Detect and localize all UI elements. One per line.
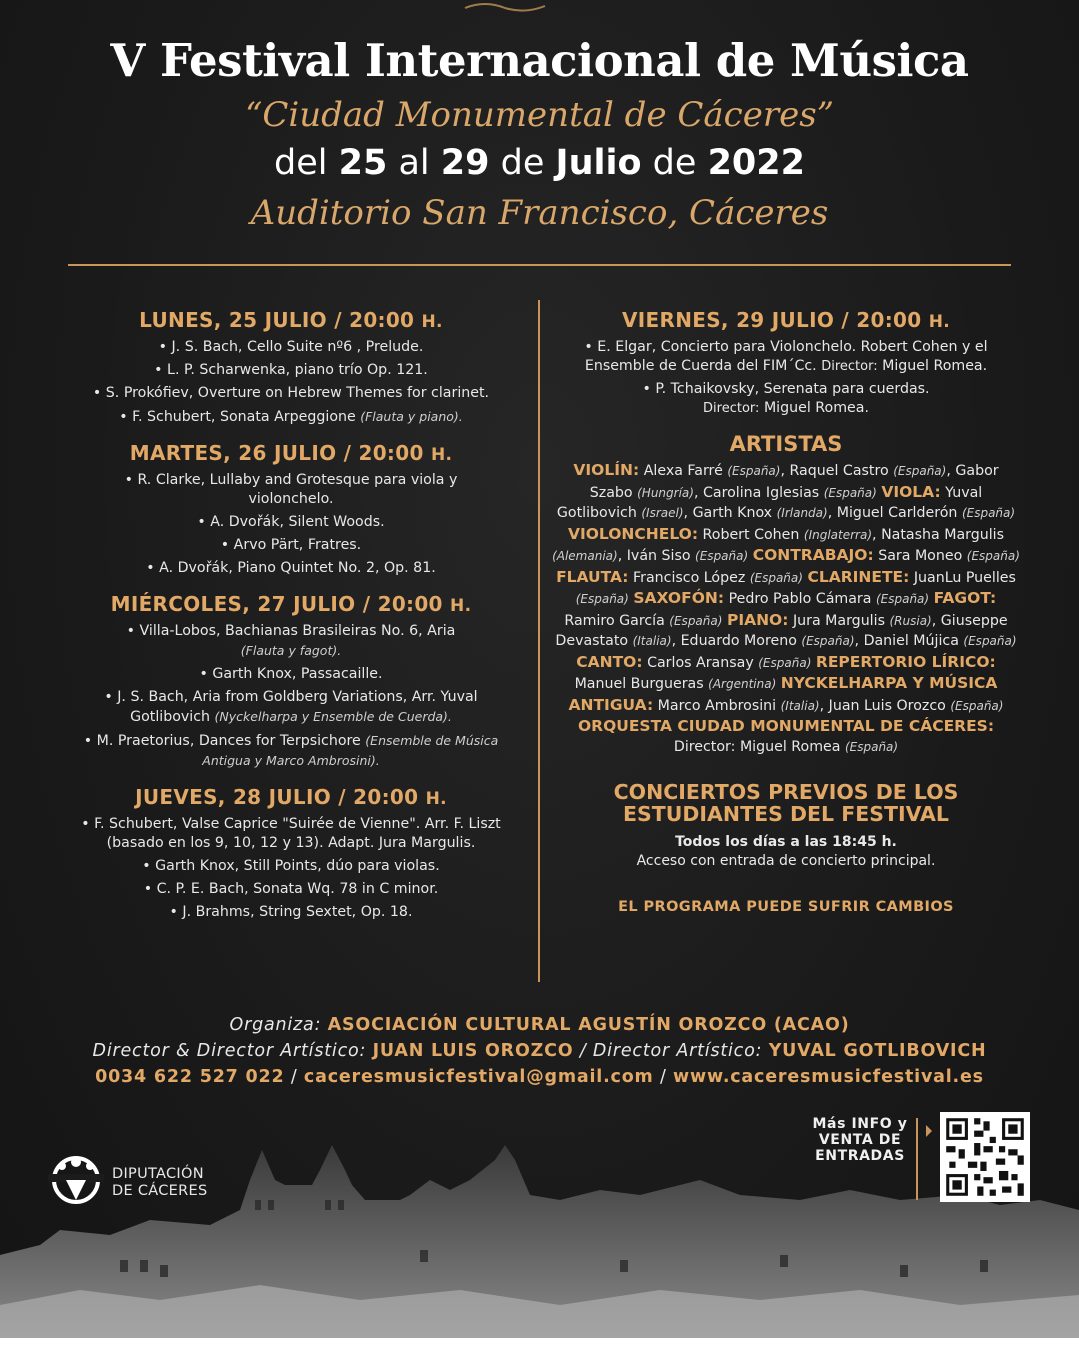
arrow-right-icon: [926, 1125, 932, 1137]
artist-country: (España): [875, 592, 930, 606]
program-item: • J. S. Bach, Cello Suite nº6 , Prelude.: [158, 339, 424, 355]
program-item: • M. Praetorius, Dances for Terpsichore (Ensemble de Música Antigua y Marco Ambrosini).: [83, 733, 499, 768]
instrument-label: FLAUTA:: [556, 567, 629, 586]
footer: [0, 1012, 1079, 1090]
day-block: [60, 592, 522, 771]
artist-country: (Italia): [780, 698, 820, 713]
artist-country: (España): [695, 549, 749, 563]
artist-country: (Rusia): [889, 613, 932, 628]
day-block: [60, 308, 522, 427]
artist-country: (España): [669, 613, 723, 628]
artist-country: (España): [801, 634, 855, 648]
contact-line: 0034 622 527 022 / caceresmusicfestival@gmail.com / www.caceresmusicfestival.es: [95, 1067, 984, 1087]
instrument-label: VIOLONCHELO:: [567, 524, 699, 543]
instrument-label: PIANO:: [726, 610, 789, 629]
program-item: • C. P. E. Bach, Sonata Wq. 78 in C minor.: [143, 881, 439, 897]
instrument-label: NYCKELHARPA Y MÚSICA ANTIGUA:: [568, 674, 998, 714]
day-block: [552, 308, 1020, 418]
instrument-label: FAGOT:: [933, 589, 997, 607]
program-change-notice: EL PROGRAMA PUEDE SUFRIR CAMBIOS: [618, 899, 954, 915]
directors-line: Director & Director Artístico: JUAN LUIS OROZCO / Director Artístico: YUVAL GOTLIBOVICH: [92, 1041, 987, 1061]
artist-country: (Inglaterra): [803, 527, 873, 542]
diputacion-logo-text: DIPUTACIÓN DE CÁCERES: [112, 1166, 208, 1199]
program-item: • S. Prokófiev, Overture on Hebrew Themes for clarinet.: [92, 385, 490, 401]
program-right-column: [552, 308, 1020, 915]
website-link[interactable]: www.caceresmusicfestival.es: [673, 1067, 984, 1087]
artist-country: (España): [575, 592, 629, 606]
artist-name: Raquel Castro: [789, 463, 889, 479]
artist-country: (Italia): [632, 634, 672, 648]
program-item: • A. Dvořák, Piano Quintet No. 2, Op. 81.: [146, 560, 436, 576]
artist-name: Gabor Szabo: [589, 463, 999, 501]
instrument-label: CANTO:: [576, 652, 643, 671]
artist-country: (Alemania): [552, 549, 618, 563]
artist-name: Pedro Pablo Cámara: [728, 591, 872, 607]
day-heading: JUEVES, 28 JULIO / 20:00 H.: [135, 785, 447, 809]
artist-country: (España): [893, 464, 947, 478]
orchestra-name: ORQUESTA CIUDAD MONUMENTAL DE CÁCERES:: [577, 717, 995, 735]
day-heading: MIÉRCOLES, 27 JULIO / 20:00 H.: [110, 592, 472, 616]
phone-number[interactable]: 0034 622 527 022: [95, 1067, 285, 1087]
program-item: • P. Tchaikovsky, Serenata para cuerdas. Director: Miguel Romea.: [642, 381, 930, 416]
day-block: [60, 441, 522, 578]
organizer-line: Organiza: ASOCIACIÓN CULTURAL AGUSTÍN OROZCO (ACAO): [229, 1015, 850, 1035]
artist-name: Robert Cohen: [702, 526, 800, 543]
divider-vertical: [538, 300, 540, 982]
artist-name: Natasha Margulis: [881, 526, 1005, 543]
artist-country: (Argentina): [708, 677, 777, 691]
artist-name: Eduardo Moreno: [680, 633, 797, 649]
artist-name: Carlos Aransay: [647, 654, 754, 671]
program-item: • J. Brahms, String Sextet, Op. 18.: [169, 904, 413, 920]
artist-country: (Israel): [641, 506, 684, 520]
instrument-label: REPERTORIO LÍRICO:: [815, 652, 996, 671]
festival-dates: del 25 al 29 de Julio de 2022: [274, 143, 805, 183]
day-block: [60, 785, 522, 922]
instrument-label: CLARINETE:: [807, 567, 910, 586]
artist-country: (España): [749, 570, 803, 585]
artist-name: Manuel Burgueras: [574, 676, 704, 692]
program-item: • J. S. Bach, Aria from Goldberg Variations, Arr. Yuval Gotlibovich (Nyckelharpa y Ensemble de Cuerda).: [104, 689, 478, 725]
instrument-label: CONTRABAJO:: [752, 546, 874, 564]
program-item: • Arvo Pärt, Fratres.: [220, 537, 362, 553]
artist-name: Miguel Carlderón: [836, 505, 958, 521]
info-divider: [916, 1118, 918, 1200]
instrument-label: VIOLA:: [881, 482, 941, 501]
artist-country: (Hungría): [637, 485, 694, 500]
student-concerts-heading: CONCIERTOS PREVIOS DE LOS ESTUDIANTES DEL FESTIVAL: [613, 780, 959, 826]
artist-name: Sara Moneo: [878, 548, 963, 564]
instrument-label: VIOLÍN:: [573, 461, 640, 479]
instrument-label: SAXOFÓN:: [633, 589, 725, 607]
artists-list: VIOLÍN: Alexa Farré (España), Raquel Castro (España), Gabor Szabo (Hungría), Carolina Iglesias (España) VIOLA: Yuval Gotlibovich (Israel), Garth Knox (Irlanda), Miguel Carlderón (España) VIOLONCHELO: Robert Cohen (Inglaterra), Natasha Margulis (Alemania), Iván Siso (España) CONTRABAJO: Sara Moneo (España) FLAUTA: Francisco López (España) CLARINETE: JuanLu Puelles (España) SAXOFÓN: Pedro Pablo Cámara (España) FAGOT: Ramiro García (España) PIANO: Jura Margulis (Rusia), Giuseppe Devastato (Italia), Eduardo Moreno (España), Daniel Mújica (España) CANTO: Carlos Aransay (España) REPERTORIO LÍRICO: Manuel Burgueras (Argentina) NYCKELHARPA Y MÚSICA ANTIGUA: Marco Ambrosini (Italia), Juan Luis Orozco (España): [552, 461, 1020, 714]
qr-code-icon[interactable]: [940, 1112, 1030, 1202]
artist-country: (España): [963, 634, 1017, 648]
artist-name: Garth Knox: [692, 505, 773, 521]
artist-country: (España): [950, 698, 1004, 713]
artist-name: Alexa Farré: [643, 463, 723, 479]
program-item: • Garth Knox, Still Points, dúo para violas.: [142, 858, 440, 874]
artist-country: (España): [727, 464, 781, 478]
festival-subtitle: “Ciudad Monumental de Cáceres”: [244, 95, 835, 135]
festival-title: V Festival Internacional de Música: [110, 34, 969, 87]
program-item: • F. Schubert, Sonata Arpeggione (Flauta y piano).: [119, 409, 463, 425]
artist-name: Francisco López: [633, 569, 746, 586]
artist-name: Carolina Iglesias: [703, 484, 820, 501]
artist-country: (España): [966, 549, 1020, 563]
program-item: • E. Elgar, Concierto para Violonchelo. Robert Cohen y el Ensemble de Cuerda del FIM´Cc. Director: Miguel Romea.: [584, 339, 988, 374]
orchestra-director: Director: Miguel Romea (España): [673, 738, 899, 755]
artist-name: Giuseppe Devastato: [555, 612, 1008, 649]
artists-heading: ARTISTAS: [729, 432, 843, 456]
bottom-border: [0, 1338, 1079, 1349]
more-info-label: Más INFO y VENTA DE ENTRADAS: [812, 1116, 908, 1164]
day-heading: LUNES, 25 JULIO / 20:00 H.: [139, 308, 443, 332]
artist-country: (España): [961, 506, 1016, 520]
day-heading: VIERNES, 29 JULIO / 20:00 H.: [622, 308, 950, 332]
artist-name: Iván Siso: [626, 548, 691, 564]
student-concerts-info: Todos los días a las 18:45 h. Acceso con entrada de concierto principal.: [636, 834, 936, 869]
artist-name: Jura Margulis: [792, 612, 885, 629]
artist-name: Ramiro García: [564, 612, 665, 629]
ornament-icon: [460, 0, 550, 14]
artist-country: (España): [758, 655, 812, 670]
program-item: • A. Dvořák, Silent Woods.: [197, 514, 385, 530]
program-item: • F. Schubert, Valse Caprice "Suirée de Vienne". Arr. F. Liszt (basado en los 9, 10, 12 y 13). Adapt. Jura Margulis.: [81, 816, 501, 851]
artist-name: Yuval Gotlibovich: [556, 484, 983, 521]
artist-name: JuanLu Puelles: [913, 569, 1016, 586]
artist-country: (España): [823, 485, 877, 500]
artist-name: Juan Luis Orozco: [828, 697, 946, 714]
program-item: • Villa-Lobos, Bachianas Brasileiras No. 6, Aria (Flauta y fagot).: [126, 623, 456, 658]
program-item: • R. Clarke, Lullaby and Grotesque para viola y violonchelo.: [124, 472, 458, 507]
artist-country: (Irlanda): [776, 506, 828, 520]
orchestra: [552, 716, 1020, 757]
program-item: • L. P. Scharwenka, piano trío Op. 121.: [154, 362, 428, 378]
artist-name: Marco Ambrosini: [657, 697, 777, 714]
artist-name: Daniel Mújica: [863, 633, 959, 649]
festival-venue: Auditorio San Francisco, Cáceres: [250, 193, 829, 233]
program-item: • Garth Knox, Passacaille.: [199, 666, 383, 682]
header: [0, 30, 1079, 238]
program-left-column: [60, 308, 522, 936]
email-link[interactable]: caceresmusicfestival@gmail.com: [303, 1067, 654, 1087]
divider-horizontal: [68, 264, 1011, 266]
day-heading: MARTES, 26 JULIO / 20:00 H.: [129, 441, 453, 465]
